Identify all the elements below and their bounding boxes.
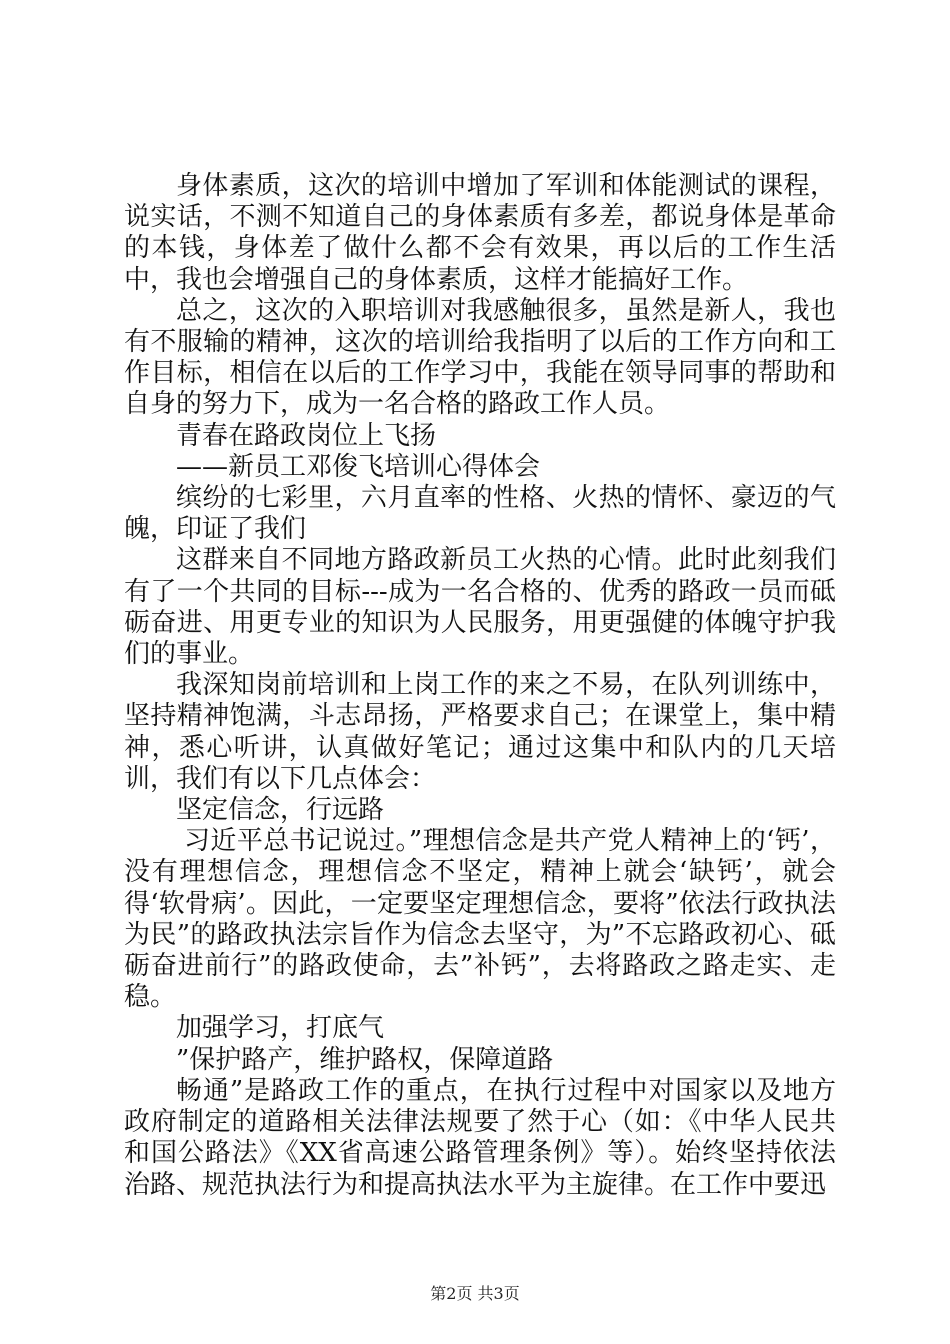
page-number-footer: 第2页 共3页 bbox=[430, 1284, 520, 1303]
section-heading-belief: 坚定信念，行远路 bbox=[176, 795, 385, 826]
paragraph-conclusion: 总之，这次的入职培训对我感触很多，虽然是新人，我也有不服输的精神，这次的培训给我指明了以后的工作方向和工作目标，相信在以后的工作学习中，我能在领导同事的帮助和自身的努力下，成为一名合格的路政工作人员。 bbox=[124, 295, 836, 420]
document-body bbox=[124, 171, 836, 1201]
paragraph-intro: 缤纷的七彩里，六月直率的性格、火热的情怀、豪迈的气魄，印证了我们 bbox=[124, 483, 836, 545]
paragraph-law: 畅通”是路政工作的重点，在执行过程中对国家以及地方政府制定的道路相关法律法规要了然于心（如：《中华人民共和国公路法》《XX省高速公路管理条例》等）。始终坚持依法治路、规范执法行为和提高执法水平为主旋律。在工作中要迅 bbox=[124, 1075, 836, 1200]
article-subtitle: ——新员工邓俊飞培训心得体会 bbox=[176, 451, 541, 482]
paragraph-new-staff: 这群来自不同地方路政新员工火热的心情。此时此刻我们有了一个共同的目标---成为一名合格的、优秀的路政一员而砥砺奋进、用更专业的知识为人民服务，用更强健的体魄守护我们的事业。 bbox=[124, 545, 836, 670]
article-title: 青春在路政岗位上飞扬 bbox=[176, 420, 437, 451]
paragraph-training: 我深知岗前培训和上岗工作的来之不易，在队列训练中，坚持精神饱满，斗志昂扬，严格要求自己；在课堂上，集中精神，悉心听讲，认真做好笔记；通过这集中和队内的几天培训，我们有以下几点体会： bbox=[124, 670, 836, 794]
paragraph-belief: 习近平总书记说过。”理想信念是共产党人精神上的‘钙’，没有理想信念，理想信念不坚定，精神上就会‘缺钙’，就会得‘软骨病’。因此，一定要坚定理想信念，要将”依法行政执法为民”的路政执法宗旨作为信念去坚守，为”不忘路政初心、砥砺奋进前行”的路政使命，去”补钙”，去将路政之路走实、走稳。 bbox=[124, 826, 836, 1013]
paragraph-quote: ”保护路产，维护路权，保障道路 bbox=[176, 1044, 554, 1075]
paragraph-physical-quality: 身体素质，这次的培训中增加了军训和体能测试的课程，说实话，不测不知道自己的身体素质有多差，都说身体是革命的本钱，身体差了做什么都不会有效果，再以后的工作生活中，我也会增强自己的身体素质，这样才能搞好工作。 bbox=[124, 171, 836, 295]
section-heading-study: 加强学习，打底气 bbox=[176, 1013, 385, 1044]
